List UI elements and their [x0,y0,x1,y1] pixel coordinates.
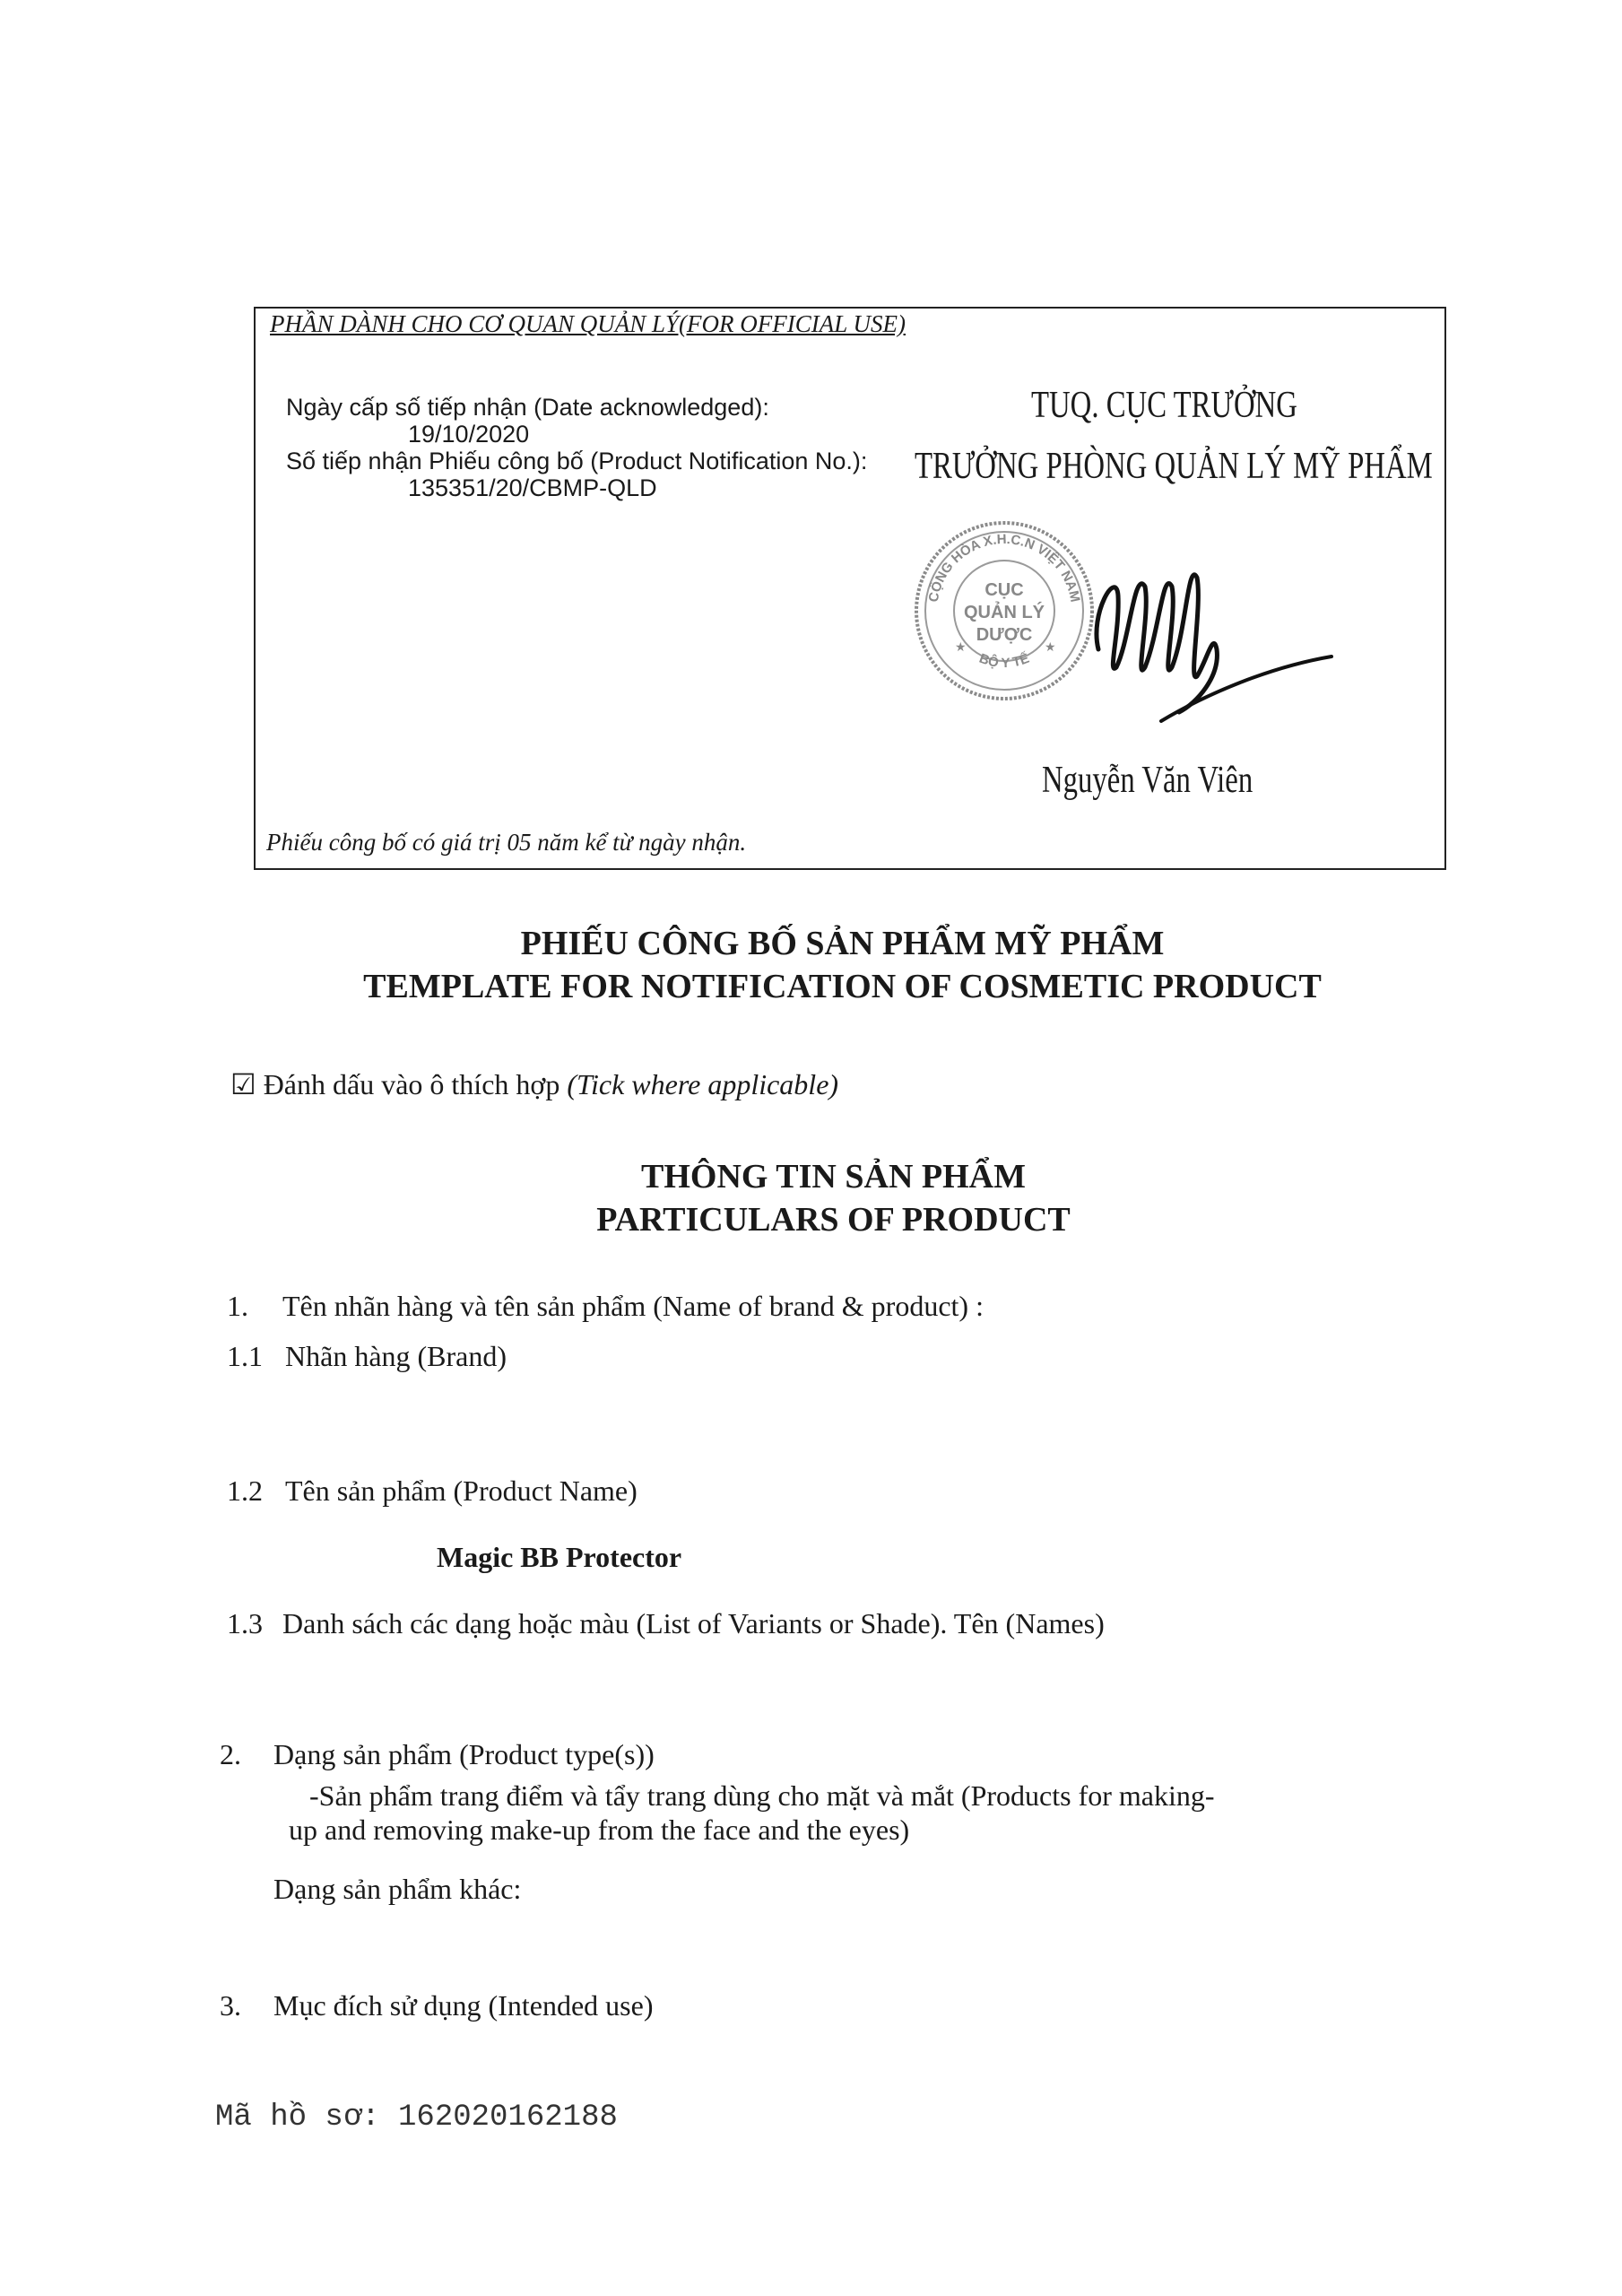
item-1-text: Tên nhãn hàng và tên sản phẩm (Name of brand & product) : [282,1290,984,1322]
stamp-ring-top: CỘNG HÒA X.H.C.N VIỆT NAM [925,531,1083,604]
signer-title-line2: TRƯỞNG PHÒNG QUẢN LÝ MỸ PHẨM [915,446,1433,487]
item-2-detail-line2: up and removing make-up from the face and the eyes) [289,1813,910,1846]
item-1-2-number: 1.2 [227,1474,263,1507]
form-title-vietnamese: PHIẾU CÔNG BỐ SẢN PHẨM MỸ PHẨM [520,925,1165,962]
handwritten-signature [1063,533,1349,730]
item-2-number: 2. [220,1738,241,1770]
tick-instruction-vi: Đánh dấu vào ô thích hợp [263,1068,560,1100]
file-code: Mã hồ sơ: 162020162188 [215,2100,618,2135]
signer-title-line1: TUQ. CỤC TRƯỞNG [1031,385,1297,426]
stamp-line-2: QUẢN LÝ [964,603,1045,622]
item-3-number: 3. [220,1989,241,2022]
item-1-1-number: 1.1 [227,1340,263,1372]
checkbox-icon: ☑ [230,1068,256,1100]
tick-instruction-en: (Tick where applicable) [567,1068,839,1100]
item-2-other-type: Dạng sản phẩm khác: [273,1873,522,1905]
stamp-line-3: DƯỢC [976,625,1033,645]
item-3-text: Mục đích sử dụng (Intended use) [273,1989,654,2022]
product-name-value: Magic BB Protector [437,1541,682,1573]
item-1-3-number: 1.3 [227,1607,263,1639]
section-title-english: PARTICULARS OF PRODUCT [596,1201,1071,1239]
official-use-box [254,307,1446,870]
date-acknowledged-value: 19/10/2020 [408,421,530,448]
notification-number-value: 135351/20/CBMP-QLD [408,474,657,501]
date-acknowledged-label: Ngày cấp số tiếp nhận (Date acknowledged): [286,394,769,421]
item-1-1-text: Nhãn hàng (Brand) [285,1340,507,1372]
stamp-line-1: CỤC [984,580,1024,600]
signer-name: Nguyễn Văn Viên [1042,760,1253,801]
svg-text:★: ★ [955,639,967,654]
tick-instruction [230,1067,838,1101]
item-1-2-text: Tên sản phẩm (Product Name) [285,1474,638,1507]
notification-number-label: Số tiếp nhận Phiếu công bố (Product Notification No.): [286,448,868,474]
official-use-header: PHẦN DÀNH CHO CƠ QUAN QUẢN LÝ(FOR OFFICIAL USE) [270,310,906,337]
svg-text:★: ★ [1045,639,1056,654]
item-2-text: Dạng sản phẩm (Product type(s)) [273,1738,655,1770]
section-title-vietnamese: THÔNG TIN SẢN PHẨM [641,1158,1026,1196]
item-2-detail-line1: -Sản phẩm trang điểm và tẩy trang dùng cho mặt và mắt (Products for making- [309,1779,1215,1812]
item-1-number: 1. [227,1290,248,1322]
stamp-ring-bottom: BỘ Y TẾ [976,650,1032,672]
validity-note: Phiếu công bố có giá trị 05 năm kể từ ngày nhận. [266,829,747,856]
form-title-english: TEMPLATE FOR NOTIFICATION OF COSMETIC PRODUCT [363,968,1322,1005]
item-1-3-text: Danh sách các dạng hoặc màu (List of Variants or Shade). Tên (Names) [282,1607,1105,1639]
svg-text:BỘ Y TẾ [977,651,1032,671]
